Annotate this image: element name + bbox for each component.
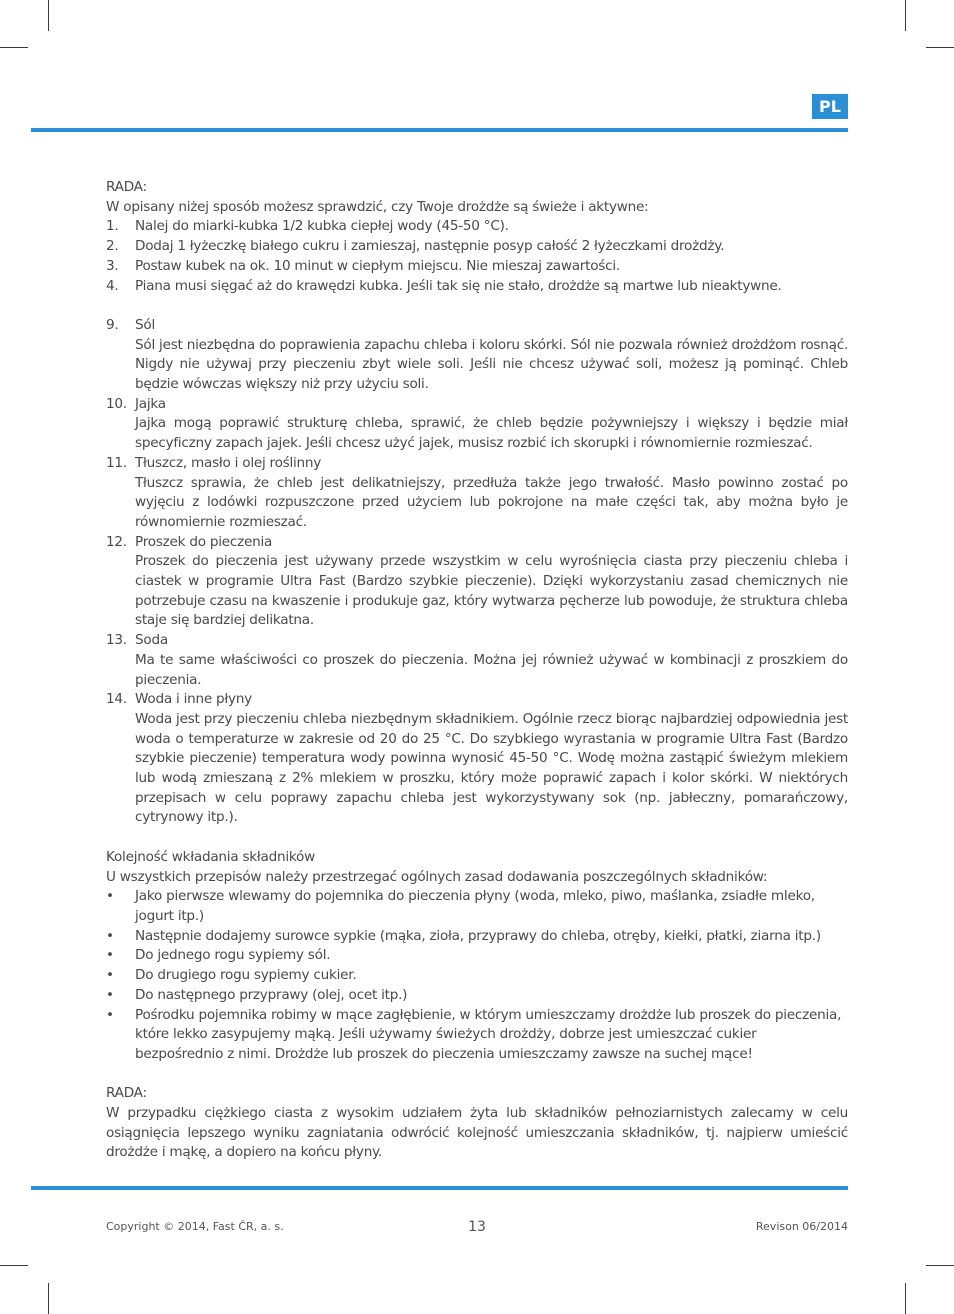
ingredient-text: Jajka mogą poprawić strukturę chleba, sprawić, że chleb będzie pożywniejszy i większy i będzie miał specyficzny zapach jajek. Jeśli chcesz użyć jajek, musisz rozbić ich skorupki i równomiernie rozmieszać. bbox=[135, 415, 848, 452]
crop-mark bbox=[0, 47, 28, 48]
bullet: • bbox=[106, 927, 114, 944]
bullet: • bbox=[106, 986, 114, 1003]
bullet-text: Do jednego rogu sypiemy sól. bbox=[135, 947, 331, 964]
tip-title: RADA: bbox=[106, 179, 147, 195]
ingredient-text: Ma te same właściwości co proszek do pieczenia. Można jej również używać w kombinacji z proszkiem do pieczenia. bbox=[135, 651, 848, 688]
step-number: 4. bbox=[106, 277, 119, 294]
crop-mark bbox=[926, 47, 954, 48]
list-item bbox=[106, 217, 848, 237]
list-item bbox=[106, 927, 848, 947]
tip-steps bbox=[106, 217, 848, 296]
ingredient-number: 10. bbox=[106, 395, 127, 412]
ingredient-title: Woda i inne płyny bbox=[135, 691, 252, 708]
step-text: Nalej do miarki-kubka 1/2 kubka ciepłej wody (45-50 °C). bbox=[135, 218, 509, 235]
tip-intro: W opisany niżej sposób możesz sprawdzić, czy Twoje drożdże są świeże i aktywne: bbox=[106, 198, 649, 215]
revision: Revison 06/2014 bbox=[755, 1220, 848, 1233]
ingredient-title: Sól bbox=[135, 316, 155, 333]
bullet-text: Do drugiego rogu sypiemy cukier. bbox=[135, 967, 357, 984]
list-item bbox=[106, 946, 848, 966]
section-intro: U wszystkich przepisów należy przestrzegać ogólnych zasad dodawania poszczególnych składników: bbox=[106, 868, 768, 885]
bullet-text: Następnie dodajemy surowce sypkie (mąka, zioła, przyprawy do chleba, otręby, kiełki, płatki, ziarna itp.) bbox=[135, 927, 821, 944]
ingredient-number: 13. bbox=[106, 632, 127, 649]
step-number: 2. bbox=[106, 238, 119, 255]
tip-text: W przypadku ciężkiego ciasta z wysokim udziałem żyta lub składników pełnoziarnistych zalecamy w celu osiągnięcia lepszego wyniku zagniatania odwrócić kolejność umieszczania składników, tj. najpierw umieścić drożdże i mąkę, a dopiero na końcu płyny. bbox=[106, 1105, 848, 1161]
list-item bbox=[106, 237, 848, 257]
list-item bbox=[106, 986, 848, 1006]
tip-title: RADA: bbox=[106, 1085, 147, 1102]
list-item bbox=[106, 1006, 848, 1065]
ingredient-title: Soda bbox=[135, 632, 168, 649]
language-badge: PL bbox=[812, 94, 848, 119]
ingredient-list bbox=[106, 316, 848, 828]
crop-mark bbox=[0, 1265, 28, 1266]
bullet-list bbox=[106, 887, 848, 1064]
ingredient-item bbox=[106, 631, 848, 690]
list-item bbox=[106, 257, 848, 277]
section-title: Kolejność wkładania składników bbox=[106, 848, 315, 865]
ingredient-text: Tłuszcz sprawia, że chleb jest delikatniejszy, przedłuża także jego trwałość. Masło powinno zostać po wyjęciu z lodówki rozpuszczone przed użyciem lub pokrojone na małe części tak, aby można było je równomiernie rozmieszać. bbox=[135, 474, 848, 530]
step-number: 1. bbox=[106, 218, 119, 235]
ingredient-item bbox=[106, 395, 848, 454]
step-number: 3. bbox=[106, 257, 119, 274]
ingredient-text: Woda jest przy pieczeniu chleba niezbędnym składnikiem. Ogólnie rzecz biorąc najbardziej odpowiednia jest woda o temperaturze w zakresie od 20 do 25 °C. Do szybkiego wyrastania w programie Ultra Fast (Bardzo szybkie pieczenie) temperatura wody powinna wynosić 45-50 °C. Wodę można zastąpić świeżym mlekiem lub wodą zmieszaną z 2% mlekiem w proszku, który może poprawić zapach i kolor skórki. W niektórych przepisach w celu poprawy zapachu chleba jest wykorzystywany sok (np. jabłeczny, pomarańczowy, cytrynowy itp.). bbox=[135, 710, 848, 826]
ingredient-item bbox=[106, 454, 848, 533]
list-item bbox=[106, 277, 848, 297]
bullet: • bbox=[106, 888, 114, 905]
crop-mark bbox=[905, 1283, 906, 1314]
page-number: 13 bbox=[468, 1219, 486, 1235]
ingredient-number: 12. bbox=[106, 533, 127, 550]
ingredient-text: Sól jest niezbędna do poprawienia zapachu chleba i koloru skórki. Sól nie pozwala również drożdżom rosnąć. Nigdy nie używaj przy pieczeniu zbyt wiele soli. Jeśli nie chcesz używać soli, możesz ją pominąć. Chleb będzie wówczas większy niż przy użyciu soli. bbox=[135, 336, 848, 393]
footer-rule bbox=[31, 1186, 848, 1190]
ingredient-number: 14. bbox=[106, 691, 127, 708]
header-rule bbox=[31, 128, 848, 132]
bullet: • bbox=[106, 967, 114, 984]
ingredient-text: Proszek do pieczenia jest używany przede wszystkim w celu wyrośnięcia ciasta przy pieczeniu chleba i ciastek w programie Ultra Fast (Bardzo szybkie pieczenie). Dzięki wykorzystaniu zasad chemicznych nie potrzebuje czasu na kwaszenie i produkuje gaz, który wytwarza pęcherze lub powoduje, że struktura chleba staje się bardziej delikatna. bbox=[135, 553, 848, 629]
bullet: • bbox=[106, 1006, 114, 1023]
page-content bbox=[106, 178, 848, 1163]
ingredient-item bbox=[106, 533, 848, 632]
ingredient-number: 11. bbox=[106, 454, 127, 471]
bullet: • bbox=[106, 947, 114, 964]
crop-mark bbox=[905, 0, 906, 31]
ingredient-title: Jajka bbox=[135, 395, 166, 412]
copyright: Copyright © 2014, Fast ČR, a. s. bbox=[106, 1220, 284, 1233]
ingredient-number: 9. bbox=[106, 316, 119, 333]
crop-mark bbox=[48, 0, 49, 31]
ingredient-title: Proszek do pieczenia bbox=[135, 533, 273, 550]
step-text: Postaw kubek na ok. 10 minut w ciepłym miejscu. Nie mieszaj zawartości. bbox=[135, 257, 620, 274]
ingredient-title: Tłuszcz, masło i olej roślinny bbox=[135, 454, 322, 471]
bullet-text: Do następnego przyprawy (olej, ocet itp.) bbox=[135, 986, 408, 1003]
crop-mark bbox=[48, 1283, 49, 1314]
bullet-text: Pośrodku pojemnika robimy w mące zagłębienie, w którym umieszczamy drożdże lub proszek do pieczenia, które lekko zasypujemy mąką. Jeśli używamy świeżych drożdży, dobrze jest umieszczać cukier bezpośrednio z nimi. Drożdże lub proszek do pieczenia umieszczamy zawsze na suchej mące! bbox=[135, 1006, 842, 1062]
crop-mark bbox=[926, 1265, 954, 1266]
bullet-text: Jako pierwsze wlewamy do pojemnika do pieczenia płyny (woda, mleko, piwo, maślanka, zsiadłe mleko, jogurt itp.) bbox=[135, 888, 815, 924]
step-text: Dodaj 1 łyżeczkę białego cukru i zamieszaj, następnie posyp całość 2 łyżeczkami drożdży. bbox=[135, 238, 725, 255]
list-item bbox=[106, 887, 848, 926]
ingredient-item bbox=[106, 690, 848, 828]
step-text: Piana musi sięgać aż do krawędzi kubka. Jeśli tak się nie stało, drożdże są martwe lub nieaktywne. bbox=[135, 277, 782, 294]
ingredient-item bbox=[106, 316, 848, 395]
list-item bbox=[106, 966, 848, 986]
